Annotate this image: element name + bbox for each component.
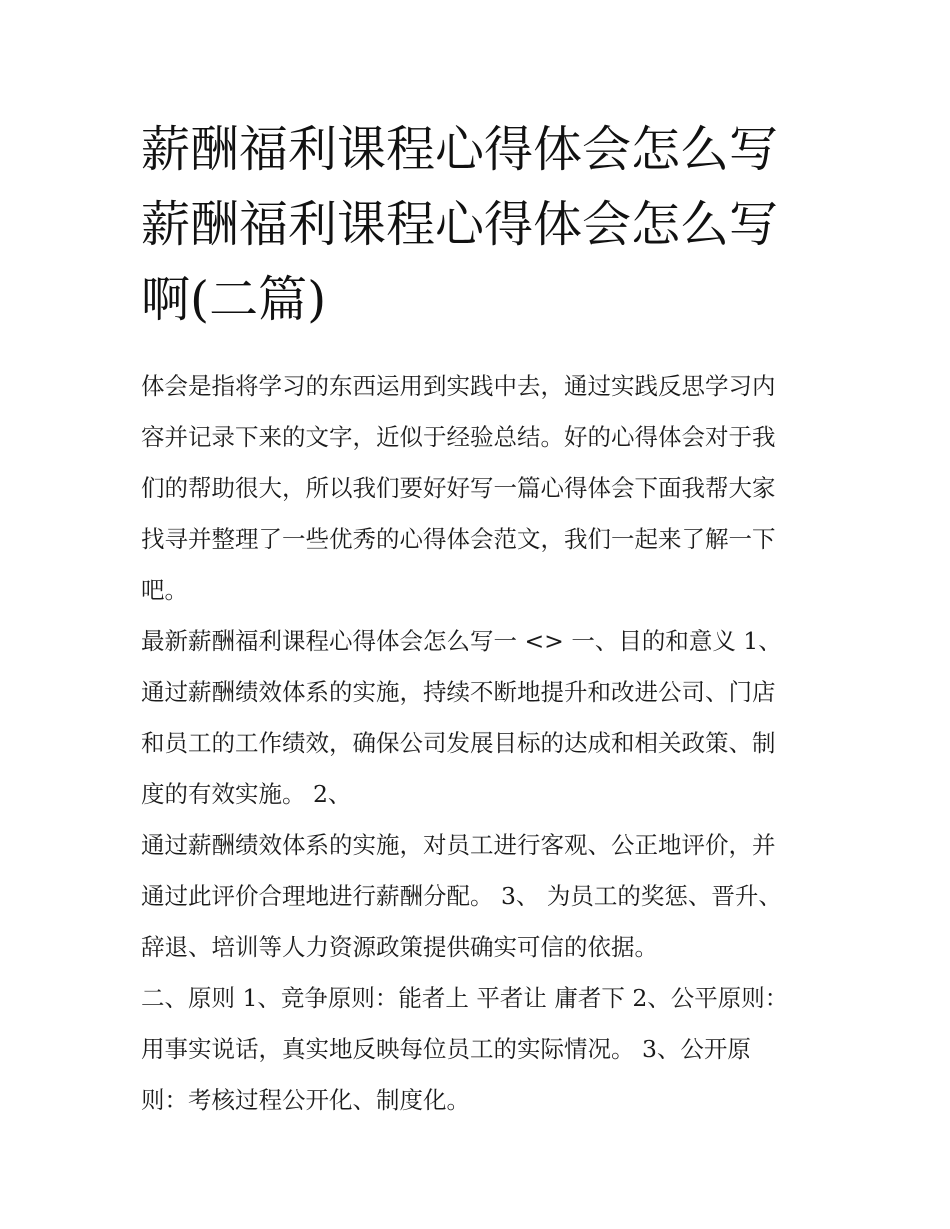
title-line: 薪酬福利课程心得体会怎么写 [141, 196, 779, 253]
title-line: 啊(二篇) [141, 271, 327, 328]
evaluation-paragraph [141, 820, 813, 973]
text-line: 用事实说话，真实地反映每位员工的实际情况。 3、公开原 [141, 1035, 751, 1063]
text-line: 吧。 [141, 576, 188, 604]
text-line: 最新薪酬福利课程心得体会怎么写一 <> 一、目的和意义 1、 [141, 627, 782, 655]
text-line: 二、原则 1、竞争原则：能者上 平者让 庸者下 2、公平原则： [141, 984, 789, 1012]
document-title [141, 112, 813, 337]
text-line: 体会是指将学习的东西运用到实践中去，通过实践反思学习内 [141, 372, 776, 400]
purpose-paragraph [141, 616, 813, 820]
intro-paragraph [141, 361, 813, 616]
document-content [141, 112, 813, 1126]
text-line: 辞退、培训等人力资源政策提供确实可信的依据。 [141, 933, 658, 961]
text-line: 通过薪酬绩效体系的实施，对员工进行客观、公正地评价，并 [141, 831, 776, 859]
document-body [141, 361, 813, 1126]
text-line: 们的帮助很大，所以我们要好好写一篇心得体会下面我帮大家 [141, 474, 776, 502]
text-line: 度的有效实施。 2、 [141, 780, 352, 808]
text-line: 容并记录下来的文字，近似于经验总结。好的心得体会对于我 [141, 423, 776, 451]
text-line: 找寻并整理了一些优秀的心得体会范文，我们一起来了解一下 [141, 525, 776, 553]
text-line: 和员工的工作绩效，确保公司发展目标的达成和相关政策、制 [141, 729, 776, 757]
title-line: 薪酬福利课程心得体会怎么写 [141, 121, 779, 178]
text-line: 通过此评价合理地进行薪酬分配。 3、 为员工的奖惩、晋升、 [141, 882, 782, 910]
text-line: 则：考核过程公开化、制度化。 [141, 1086, 470, 1114]
text-line: 通过薪酬绩效体系的实施，持续不断地提升和改进公司、门店 [141, 678, 776, 706]
principles-paragraph [141, 973, 813, 1126]
